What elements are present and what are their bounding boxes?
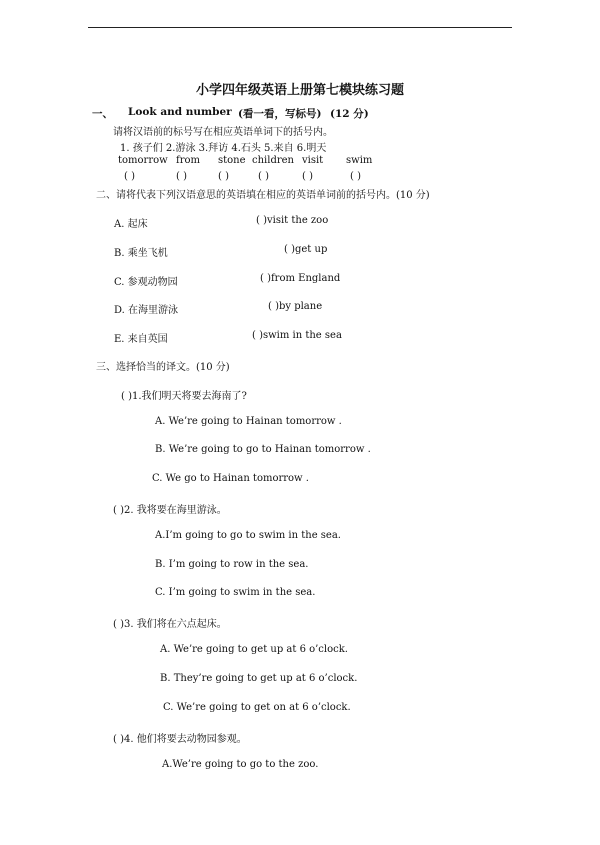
section1-chinese-list: 1. 孩子们 2.游泳 3.拜访 4.石头 5.来自 6.明天 [120,143,327,154]
question-2-stem: ( )2. 我将要在海里游泳。 [113,505,227,516]
question-4-option-a[interactable]: A.We’re going to go to the zoo. [162,759,319,770]
section2-item-c-cn: C. 参观动物园 [114,277,178,288]
section3-heading: 三、选择恰当的译文。(10 分) [96,362,230,373]
section1-heading: Look and number [128,106,232,118]
section2-item-a-en: ( )visit the zoo [256,215,329,226]
question-1-option-a[interactable]: A. We’re going to Hainan tomorrow . [155,416,342,427]
word-visit: visit [302,155,324,166]
word-children: children [252,155,294,166]
question-3-option-b[interactable]: B. They’re going to get up at 6 o’clock. [160,673,358,684]
blank-from[interactable]: ( ) [176,171,187,182]
question-2-option-a[interactable]: A.I’m going to go to swim in the sea. [155,530,341,541]
section2-item-c-en: ( )from England [260,273,341,284]
section2-item-e-en: ( )swim in the sea [252,330,342,341]
top-rule [88,27,512,28]
question-4-stem: ( )4. 他们将要去动物园参观。 [113,734,247,745]
blank-tomorrow[interactable]: ( ) [124,171,135,182]
question-3-stem: ( )3. 我们将在六点起床。 [113,619,227,630]
word-tomorrow: tomorrow [118,155,168,166]
section1-points: (12 分) [330,108,369,120]
question-3-option-a[interactable]: A. We’re going to get up at 6 o’clock. [160,644,348,655]
blank-children[interactable]: ( ) [258,171,269,182]
section2-item-d-cn: D. 在海里游泳 [114,305,179,316]
section2-item-d-en: ( )by plane [268,301,323,312]
question-2-option-b[interactable]: B. I’m going to row in the sea. [155,559,309,570]
section1-number: 一、 [92,108,113,120]
word-swim: swim [346,155,373,166]
page-title: 小学四年级英语上册第七模块练习题 [195,83,404,98]
word-from: from [176,155,200,166]
section1-heading-cn: (看一看，写标号) [238,108,322,120]
section2-item-b-en: ( )get up [284,244,328,255]
blank-swim[interactable]: ( ) [350,171,361,182]
question-1-option-c[interactable]: C. We go to Hainan tomorrow . [152,473,309,484]
section2-item-b-cn: B. 乘坐飞机 [114,248,168,259]
section2-item-a-cn: A. 起床 [114,219,148,230]
section2-item-e-cn: E. 来自英国 [114,334,168,345]
word-stone: stone [218,155,246,166]
question-1-option-b[interactable]: B. We’re going to go to Hainan tomorrow . [155,444,371,455]
question-1-stem: ( )1.我们明天将要去海南了? [121,391,247,402]
question-3-option-c[interactable]: C. We’re going to get on at 6 o’clock. [163,702,351,713]
question-2-option-c[interactable]: C. I’m going to swim in the sea. [155,587,316,598]
section1-instruction: 请将汉语前的标号写在相应英语单词下的括号内。 [113,127,333,138]
blank-stone[interactable]: ( ) [218,171,229,182]
blank-visit[interactable]: ( ) [302,171,313,182]
section2-heading: 二、请将代表下列汉语意思的英语填在相应的英语单词前的括号内。(10 分) [96,190,430,201]
